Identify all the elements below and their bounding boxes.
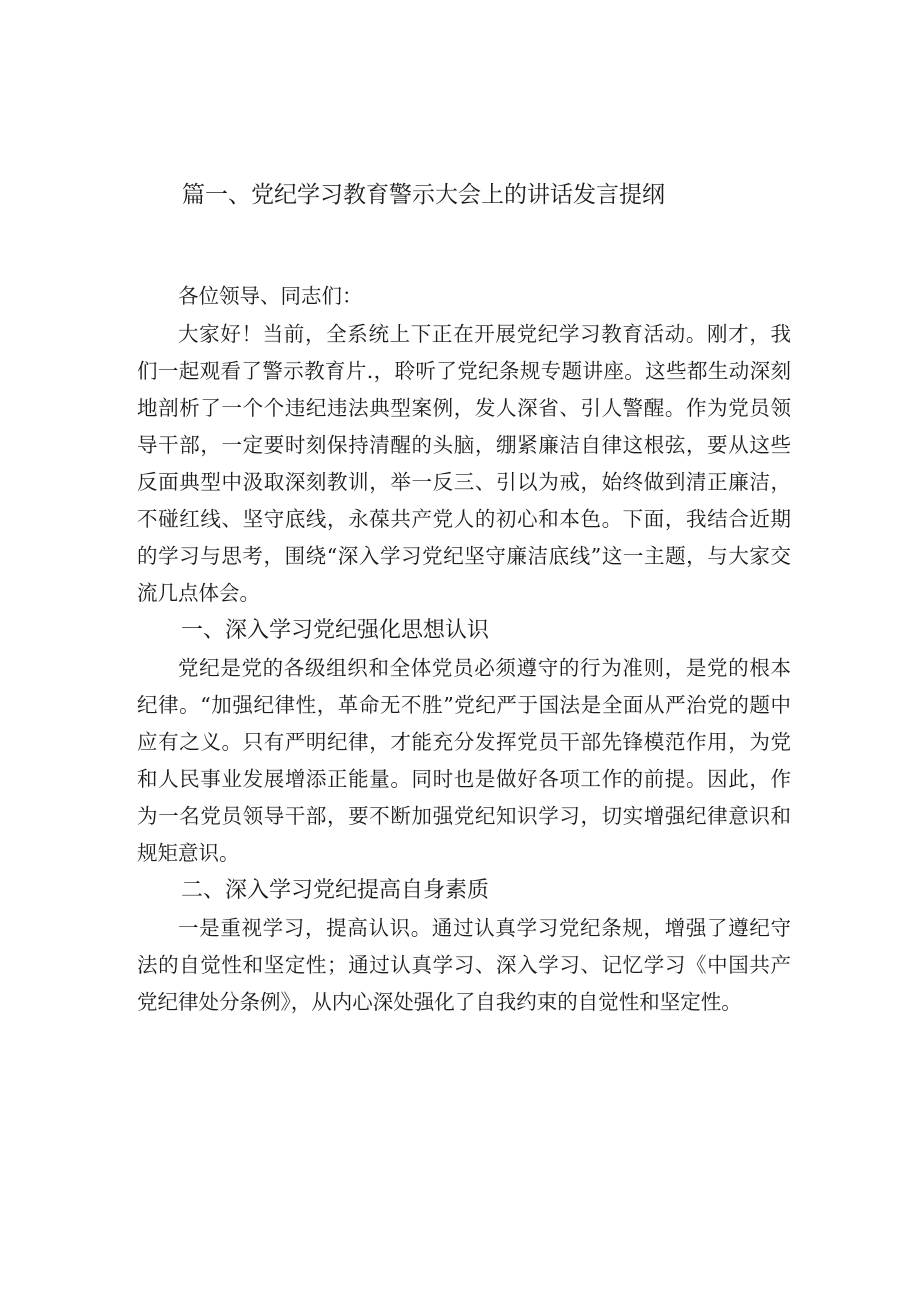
- document-body: [137, 278, 791, 1021]
- section-1-paragraph: 党纪是党的各级组织和全体党员必须遵守的行为准则，是党的根本纪律。“加强纪律性，革命无不胜”党纪严于国法是全面从严治党的题中应有之义。只有严明纪律，才能充分发挥党员干部先锋模范作用，为党和人民事业发展增添正能量。同时也是做好各项工作的前提。因此，作为一名党员领导干部，要不断加强党纪知识学习，切实增强纪律意识和规矩意识。: [137, 656, 791, 865]
- greeting-paragraph: 各位领导、同志们：: [178, 284, 363, 308]
- section-2-paragraph: 一是重视学习，提高认识。通过认真学习党纪条规，增强了遵纪守法的自觉性和坚定性；通过认真学习、深入学习、记忆学习《中国共产党纪律处分条例》，从内心深处强化了自我约束的自觉性和坚定性。: [137, 916, 791, 1014]
- section-1-heading: 一、深入学习党纪强化思想认识: [181, 618, 490, 643]
- section-2-heading: 二、深入学习党纪提高自身素质: [181, 878, 490, 903]
- document-title: 篇一、党纪学习教育警示大会上的讲话发言提纲: [182, 182, 665, 208]
- intro-paragraph: 大家好！当前，全系统上下正在开展党纪学习教育活动。刚才，我们一起观看了警示教育片.，聆听了党纪条规专题讲座。这些都生动深刻地剖析了一个个违纪违法典型案例，发人深省、引人警醒。作为党员领导干部，一定要时刻保持清醒的头脑，绷紧廉洁自律这根弦，要从这些反面典型中汲取深刻教训，举一反三、引以为戒，始终做到清正廉洁，不碰红线、坚守底线，永葆共产党人的初心和本色。下面，我结合近期的学习与思考，围绕“深入学习党纪坚守廉洁底线”这一主题，与大家交流几点体会。: [137, 322, 791, 605]
